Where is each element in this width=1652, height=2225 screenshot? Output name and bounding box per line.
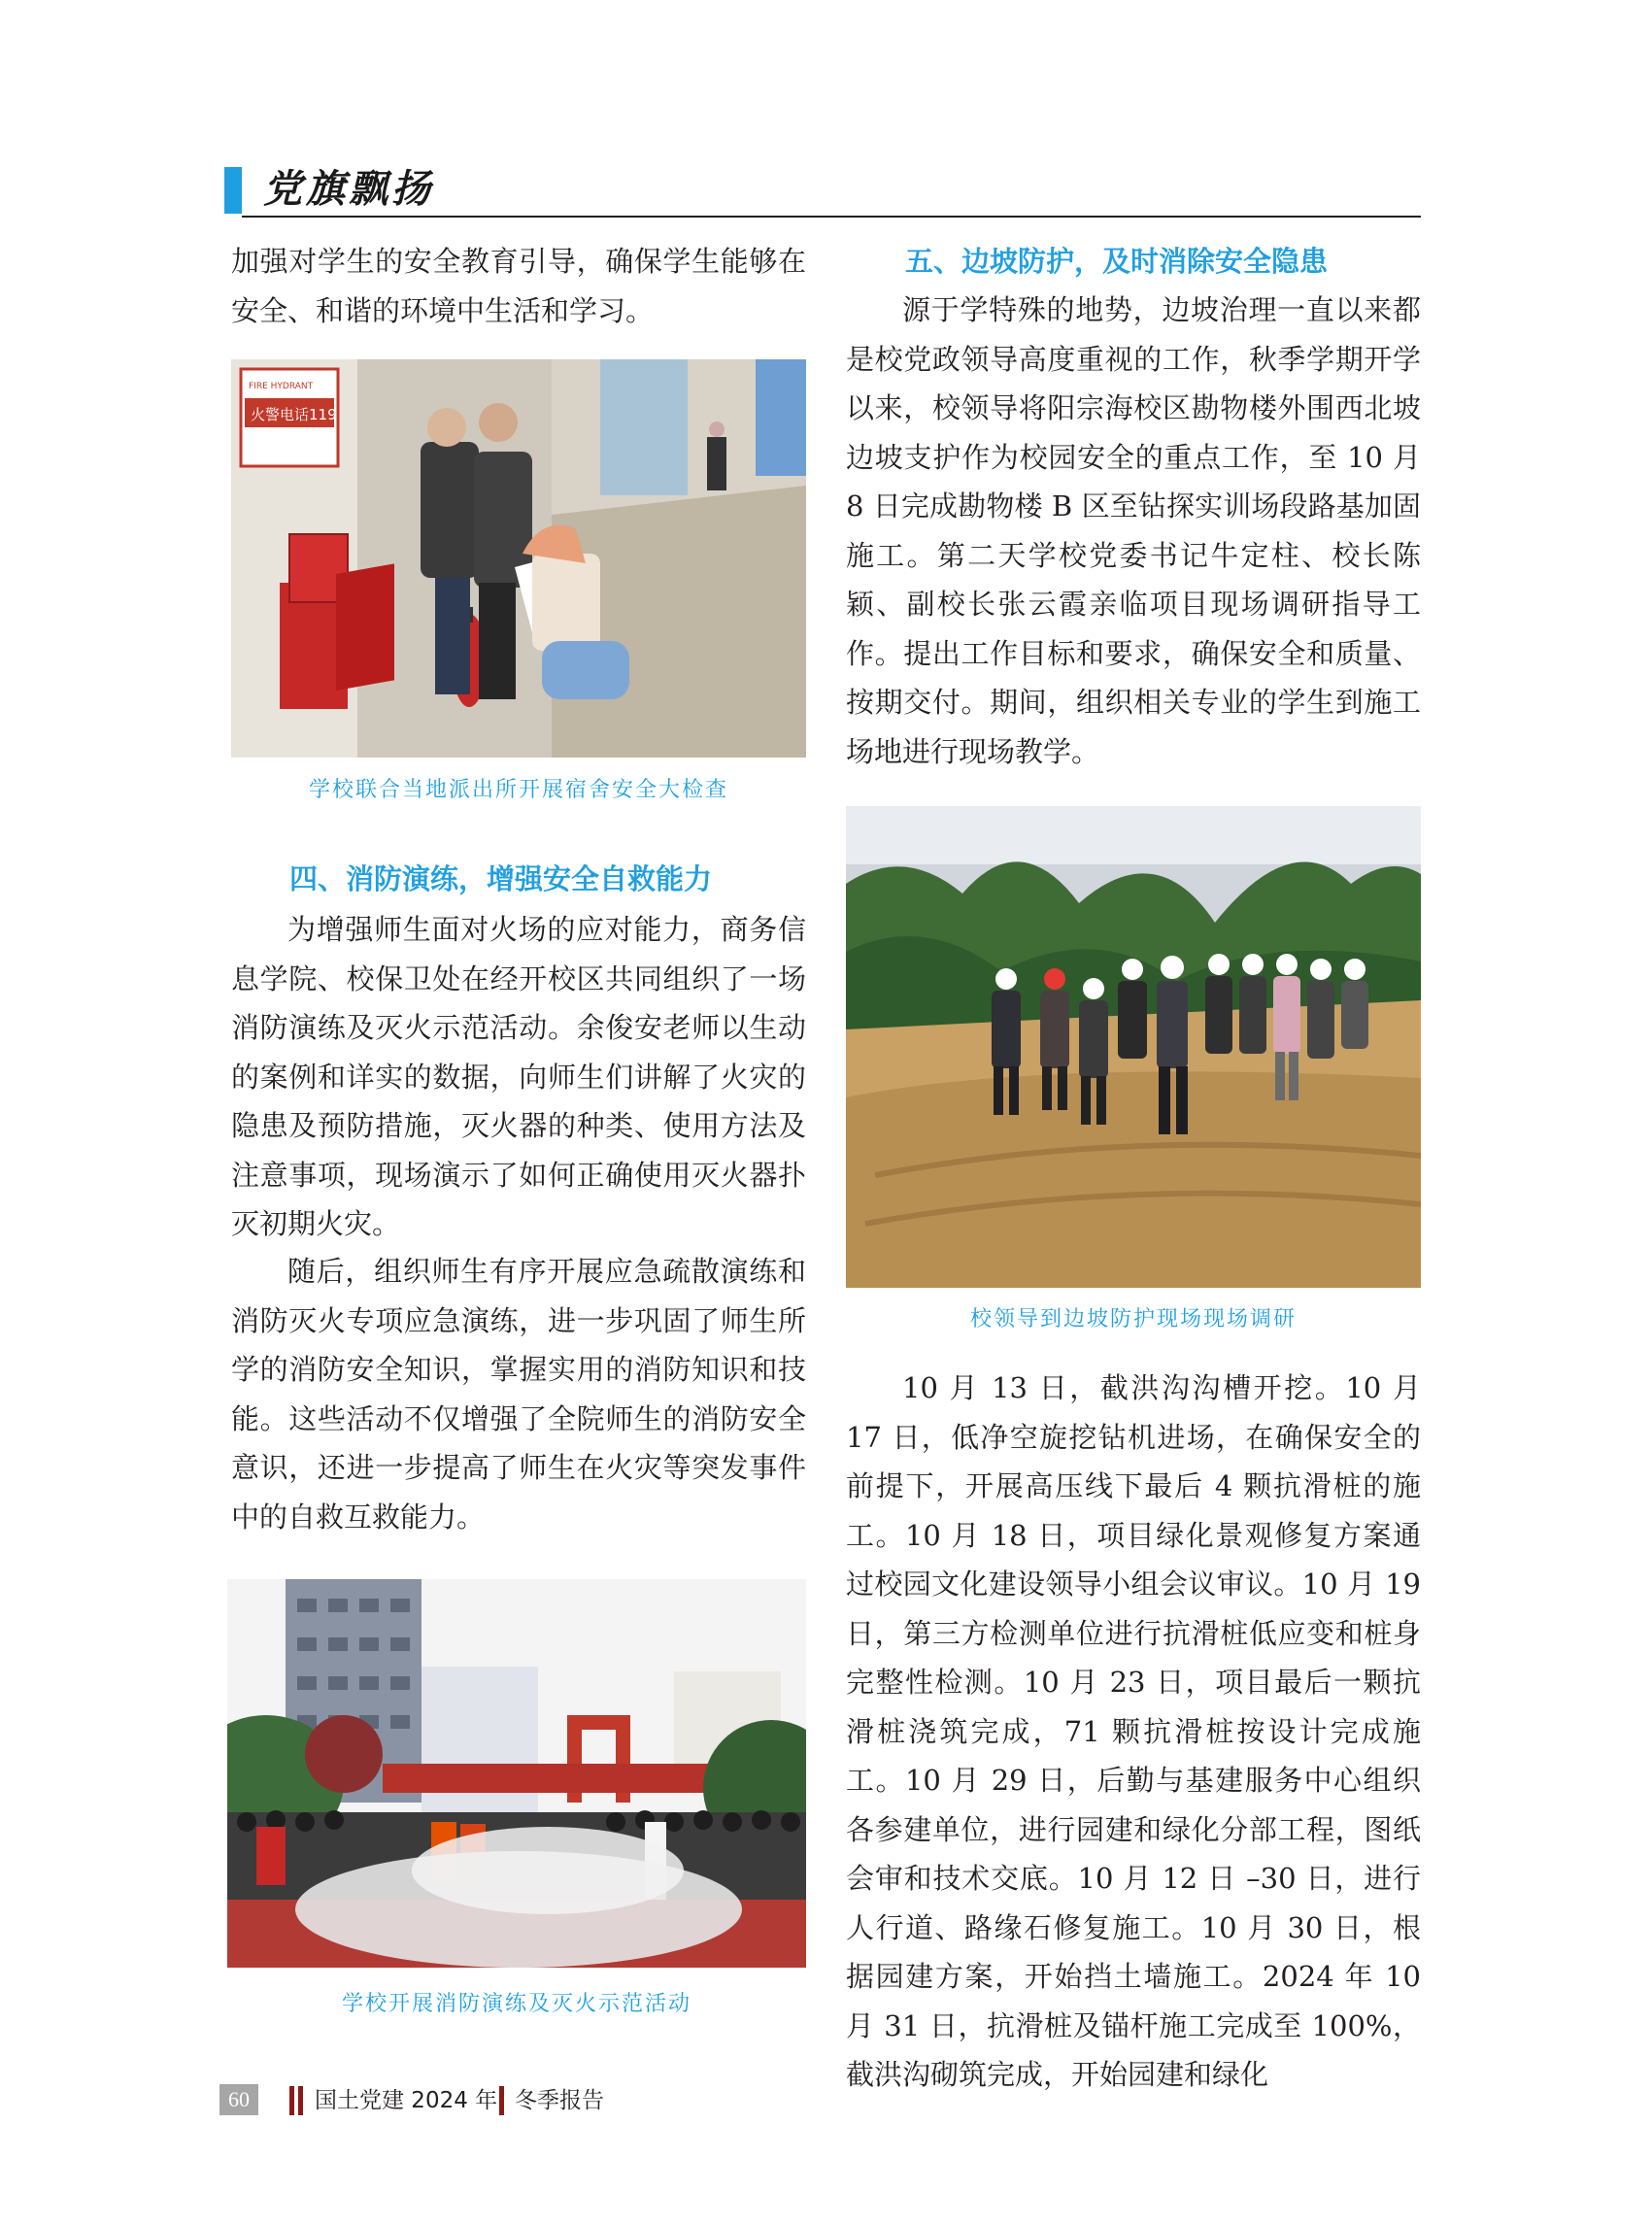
fire-drill-photo	[227, 1579, 806, 1968]
photo1-caption: 学校联合当地派出所开展宿舍安全大检查	[308, 778, 728, 802]
section-accent-bar	[224, 167, 242, 214]
photo3-caption: 学校开展消防演练及灭火示范活动	[341, 1992, 691, 2016]
issue-name: 冬季报告	[515, 2088, 604, 2113]
section5-paragraph-2: 10 月 13 日，截洪沟沟槽开挖。10 月 17 日，低净空旋挖钻机进场，在确保安全的前提下，开展高压线下最后 4 颗抗滑桩的施工。10 月 18 日，项目绿化景观修复方案通过校园文化建设领导小组会议审议。10 月 19 日，第三方检测单位进行抗滑桩低应变和桩身完整性检测。10 月 23 日，项目最后一颗抗滑桩浇筑完成，71 颗抗滑桩按设计完成施工。10 月 29 日，后勤与基建服务中心组织各参建单位，进行园建和绿化分部工程，图纸会审和技术交底。10 月 12 日 –30 日，进行人行道、路缘石修复施工。10 月 30 日，根据园建方案，开始挡土墙施工。2024 年 10 月 31 日，抗滑桩及锚杆施工完成至 100%，截洪沟砌筑完成，开始园建和绿化	[846, 1371, 1421, 2091]
slope-inspection-illustration	[846, 806, 1421, 1288]
dorm-inspection-photo	[231, 359, 806, 758]
section5-heading: 五、边坡防护，及时消除安全隐患	[905, 245, 1329, 278]
footer-divider	[499, 2086, 504, 2115]
intro-paragraph: 加强对学生的安全教育引导，确保学生能够在安全、和谐的环境中生活和学习。	[231, 245, 806, 327]
header-rule	[242, 216, 1421, 218]
slope-inspection-photo	[846, 806, 1421, 1288]
section5-paragraph-1: 源于学特殊的地势，边坡治理一直以来都是校党政领导高度重视的工作，秋季学期开学以来，校领导将阳宗海校区勘物楼外围西北坡边坡支护作为校园安全的重点工作，至 10 月 8 日完成勘物楼 B 区至钻探实训场段路基加固施工。第二天学校党委书记牛定柱、校长陈颖、副校长张云霞亲临项目现场调研指导工作。提出工作目标和要求，确保安全和质量、按期交付。期间，组织相关专业的学生到施工场地进行现场教学。	[846, 293, 1421, 768]
section-title: 党旗飘扬	[263, 166, 434, 212]
sign-text: 火警电话119	[251, 406, 337, 423]
dorm-inspection-illustration	[231, 359, 806, 758]
fire-drill-illustration	[227, 1579, 806, 1968]
section4-heading: 四、消防演练，增强安全自救能力	[289, 862, 713, 895]
sign-subtitle: FIRE HYDRANT	[249, 382, 314, 391]
photo2-caption: 校领导到边坡防护现场现场调研	[969, 1307, 1297, 1332]
footer-divider	[289, 2086, 294, 2115]
section4-paragraph-2: 随后，组织师生有序开展应急疏散演练和消防灭火专项应急演练，进一步巩固了师生所学的消防安全知识，掌握实用的消防知识和技能。这些活动不仅增强了全院师生的消防安全意识，还进一步提高了师生在火灾等突发事件中的自救互救能力。	[231, 1255, 806, 1534]
section-header	[224, 163, 1421, 218]
publication-name: 国土党建 2024 年	[315, 2088, 498, 2113]
footer-divider	[298, 2086, 303, 2115]
page-number: 60	[219, 2084, 258, 2115]
section4-paragraph-1: 为增强师生面对火场的应对能力，商务信息学院、校保卫处在经开校区共同组织了一场消防演练及灭火示范活动。余俊安老师以生动的案例和详实的数据，向师生们讲解了火灾的隐患及预防措施，灭火器的种类、使用方法及注意事项，现场演示了如何正确使用灭火器扑灭初期火灾。	[231, 913, 806, 1240]
